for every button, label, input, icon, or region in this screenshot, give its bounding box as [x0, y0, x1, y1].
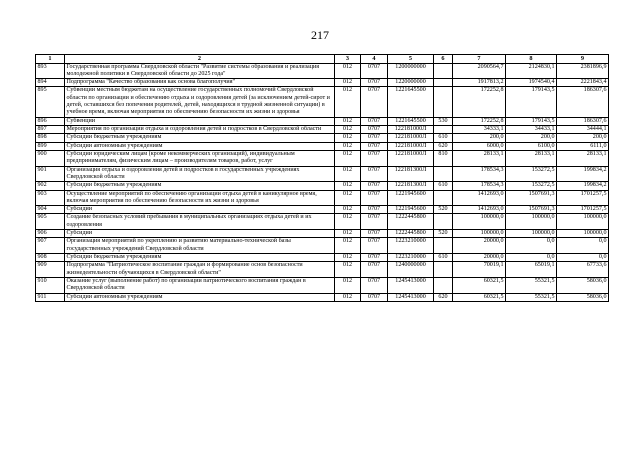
- column-header: 9: [557, 55, 609, 64]
- item-name: Оказание услуг (выполнение работ) по организации патриотического воспитания граждан в Свердловской области: [65, 277, 335, 293]
- table-row: [36, 214, 609, 230]
- amount-year-2: 6100,0: [506, 142, 557, 150]
- row-number: 903: [36, 190, 65, 206]
- amount-year-1: 100000,0: [453, 230, 506, 238]
- table-header-row: [36, 55, 609, 64]
- amount-year-1: 1412693,0: [453, 206, 506, 214]
- amount-year-3: 58036,0: [557, 277, 609, 293]
- table-row: [36, 238, 609, 254]
- table-body: [36, 63, 609, 301]
- amount-year-3: 2381896,9: [557, 63, 609, 79]
- amount-year-2: 1507691,3: [506, 190, 557, 206]
- page-number: 217: [311, 28, 329, 42]
- ministry-code: 012: [335, 150, 361, 166]
- item-name: Субсидии автономным учреждениям: [65, 142, 335, 150]
- expense-type-code: 620: [434, 142, 453, 150]
- expense-type-code: 610: [434, 254, 453, 262]
- column-header: 3: [335, 55, 361, 64]
- amount-year-3: 58036,0: [557, 293, 609, 301]
- amount-year-1: 2090564,7: [453, 63, 506, 79]
- section-code: 0707: [361, 134, 388, 142]
- expense-type-code: [434, 166, 453, 182]
- expense-type-code: 520: [434, 230, 453, 238]
- ministry-code: 012: [335, 277, 361, 293]
- section-code: 0707: [361, 117, 388, 125]
- table-row: [36, 134, 609, 142]
- amount-year-2: 0,0: [506, 238, 557, 254]
- amount-year-2: 100000,0: [506, 214, 557, 230]
- target-code: 122181000Л: [388, 134, 434, 142]
- table-row: [36, 230, 609, 238]
- amount-year-3: 100000,0: [557, 214, 609, 230]
- amount-year-3: 200,0: [557, 134, 609, 142]
- amount-year-2: 2124830,1: [506, 63, 557, 79]
- column-header: 2: [65, 55, 335, 64]
- target-code: 1221945600: [388, 206, 434, 214]
- row-number: 911: [36, 293, 65, 301]
- target-code: 1221945600: [388, 190, 434, 206]
- table-row: [36, 142, 609, 150]
- section-code: 0707: [361, 277, 388, 293]
- amount-year-3: 0,0: [557, 238, 609, 254]
- table-row: [36, 206, 609, 214]
- item-name: Субсидии автономным учреждениям: [65, 293, 335, 301]
- amount-year-3: 1701257,5: [557, 190, 609, 206]
- section-code: 0707: [361, 142, 388, 150]
- item-name: Субсидии бюджетным учреждениям: [65, 254, 335, 262]
- amount-year-1: 178534,3: [453, 166, 506, 182]
- column-header: 4: [361, 55, 388, 64]
- column-header: 7: [453, 55, 506, 64]
- amount-year-3: 1701257,5: [557, 206, 609, 214]
- target-code: 1220000000: [388, 79, 434, 87]
- amount-year-1: 1917813,2: [453, 79, 506, 87]
- section-code: 0707: [361, 182, 388, 190]
- item-name: Подпрограмма "Качество образования как основа благополучия": [65, 79, 335, 87]
- amount-year-2: 100000,0: [506, 230, 557, 238]
- expense-type-code: 620: [434, 293, 453, 301]
- table-row: [36, 262, 609, 278]
- section-code: 0707: [361, 87, 388, 117]
- item-name: Организация отдыха и оздоровления детей и подростков в государственных учреждениях Свердловской области: [65, 166, 335, 182]
- row-number: 909: [36, 262, 65, 278]
- amount-year-2: 55321,5: [506, 293, 557, 301]
- row-number: 905: [36, 214, 65, 230]
- amount-year-1: 28133,1: [453, 150, 506, 166]
- expense-type-code: 610: [434, 134, 453, 142]
- section-code: 0707: [361, 293, 388, 301]
- section-code: 0707: [361, 63, 388, 79]
- row-number: 899: [36, 142, 65, 150]
- item-name: Субвенции: [65, 117, 335, 125]
- item-name: Подпрограмма "Патриотическое воспитание граждан и формирование основ безопасности жизнедеятельности обучающихся в Свердловской области": [65, 262, 335, 278]
- ministry-code: 012: [335, 230, 361, 238]
- table-row: [36, 277, 609, 293]
- ministry-code: 012: [335, 182, 361, 190]
- item-name: Субвенции местным бюджетам на осуществление государственных полномочий Свердловской области по организации и обеспечению отдыха и оздоровления детей (за исключением детей-сирот и детей, оставшихся без попечения родителей, детей, находящихся в трудной жизненной ситуации) в учебное время, включая мероприятия по обеспечению безопасности их жизни и здоровья: [65, 87, 335, 117]
- target-code: 1223210000: [388, 238, 434, 254]
- section-code: 0707: [361, 262, 388, 278]
- amount-year-1: 60321,5: [453, 293, 506, 301]
- expense-type-code: [434, 63, 453, 79]
- expense-type-code: [434, 214, 453, 230]
- ministry-code: 012: [335, 142, 361, 150]
- item-name: Субсидии бюджетным учреждениям: [65, 134, 335, 142]
- table-row: [36, 87, 609, 117]
- row-number: 895: [36, 87, 65, 117]
- amount-year-1: 172252,8: [453, 87, 506, 117]
- amount-year-1: 34333,1: [453, 126, 506, 134]
- section-code: 0707: [361, 150, 388, 166]
- row-number: 904: [36, 206, 65, 214]
- row-number: 906: [36, 230, 65, 238]
- amount-year-2: 153272,5: [506, 166, 557, 182]
- table-row: [36, 190, 609, 206]
- amount-year-3: 6111,0: [557, 142, 609, 150]
- target-code: 1240000000: [388, 262, 434, 278]
- column-header: 8: [506, 55, 557, 64]
- row-number: 907: [36, 238, 65, 254]
- item-name: Субсидии: [65, 230, 335, 238]
- section-code: 0707: [361, 166, 388, 182]
- amount-year-2: 34433,1: [506, 126, 557, 134]
- section-code: 0707: [361, 254, 388, 262]
- table-row: [36, 182, 609, 190]
- target-code: 1200000000: [388, 63, 434, 79]
- expense-type-code: [434, 190, 453, 206]
- row-number: 900: [36, 150, 65, 166]
- table-row: [36, 79, 609, 87]
- item-name: Субсидии бюджетным учреждениям: [65, 182, 335, 190]
- ministry-code: 012: [335, 63, 361, 79]
- expense-type-code: [434, 277, 453, 293]
- amount-year-2: 65019,1: [506, 262, 557, 278]
- amount-year-1: 178534,3: [453, 182, 506, 190]
- amount-year-3: 67733,6: [557, 262, 609, 278]
- target-code: 1222445800: [388, 230, 434, 238]
- ministry-code: 012: [335, 190, 361, 206]
- column-header: 6: [434, 55, 453, 64]
- amount-year-2: 0,0: [506, 254, 557, 262]
- row-number: 902: [36, 182, 65, 190]
- table-row: [36, 166, 609, 182]
- ministry-code: 012: [335, 206, 361, 214]
- target-code: 1221645500: [388, 87, 434, 117]
- amount-year-2: 153272,5: [506, 182, 557, 190]
- amount-year-2: 28133,1: [506, 150, 557, 166]
- section-code: 0707: [361, 190, 388, 206]
- target-code: 1245413000: [388, 277, 434, 293]
- table-row: [36, 126, 609, 134]
- amount-year-2: 1507691,3: [506, 206, 557, 214]
- item-name: Создание безопасных условий пребывания в муниципальных организациях отдыха детей и их оздоровления: [65, 214, 335, 230]
- target-code: 122181000Л: [388, 126, 434, 134]
- item-name: Государственная программа Свердловской области "Развитие системы образования и реализация молодежной политики в Свердловской области до 2025 года": [65, 63, 335, 79]
- section-code: 0707: [361, 206, 388, 214]
- table-row: [36, 63, 609, 79]
- amount-year-3: 0,0: [557, 254, 609, 262]
- target-code: 122181300Л: [388, 182, 434, 190]
- ministry-code: 012: [335, 126, 361, 134]
- ministry-code: 012: [335, 238, 361, 254]
- amount-year-1: 20000,0: [453, 254, 506, 262]
- amount-year-1: 172252,8: [453, 117, 506, 125]
- section-code: 0707: [361, 126, 388, 134]
- section-code: 0707: [361, 79, 388, 87]
- amount-year-2: 179143,5: [506, 117, 557, 125]
- item-name: Организация мероприятий по укреплению и развитию материально-технической базы государственных учреждений Свердловской области: [65, 238, 335, 254]
- ministry-code: 012: [335, 166, 361, 182]
- target-code: 122181000Л: [388, 150, 434, 166]
- target-code: 122181300Л: [388, 166, 434, 182]
- row-number: 896: [36, 117, 65, 125]
- expense-type-code: 520: [434, 206, 453, 214]
- table-row: [36, 293, 609, 301]
- table-row: [36, 254, 609, 262]
- amount-year-2: 1974540,4: [506, 79, 557, 87]
- row-number: 897: [36, 126, 65, 134]
- expense-type-code: [434, 262, 453, 278]
- expense-type-code: [434, 238, 453, 254]
- amount-year-3: 34444,1: [557, 126, 609, 134]
- amount-year-3: 199834,2: [557, 182, 609, 190]
- ministry-code: 012: [335, 254, 361, 262]
- amount-year-1: 60321,5: [453, 277, 506, 293]
- ministry-code: 012: [335, 262, 361, 278]
- amount-year-3: 199834,2: [557, 166, 609, 182]
- item-name: Субсидии: [65, 206, 335, 214]
- ministry-code: 012: [335, 293, 361, 301]
- expense-type-code: 810: [434, 150, 453, 166]
- ministry-code: 012: [335, 134, 361, 142]
- amount-year-3: 100000,0: [557, 230, 609, 238]
- expense-type-code: 610: [434, 182, 453, 190]
- amount-year-2: 55321,5: [506, 277, 557, 293]
- target-code: 1245413000: [388, 293, 434, 301]
- row-number: 893: [36, 63, 65, 79]
- item-name: Осуществление мероприятий по обеспечению организации отдыха детей в каникулярное время, включая мероприятия по обеспечению безопасности их жизни и здоровья: [65, 190, 335, 206]
- budget-table: [35, 54, 609, 302]
- amount-year-3: 186307,6: [557, 87, 609, 117]
- table-row: [36, 117, 609, 125]
- amount-year-1: 1412693,0: [453, 190, 506, 206]
- row-number: 894: [36, 79, 65, 87]
- expense-type-code: 530: [434, 117, 453, 125]
- column-header: 1: [36, 55, 65, 64]
- target-code: 1222445800: [388, 214, 434, 230]
- amount-year-2: 200,0: [506, 134, 557, 142]
- amount-year-3: 186307,6: [557, 117, 609, 125]
- section-code: 0707: [361, 214, 388, 230]
- expense-type-code: [434, 126, 453, 134]
- row-number: 910: [36, 277, 65, 293]
- row-number: 898: [36, 134, 65, 142]
- amount-year-3: 28133,1: [557, 150, 609, 166]
- item-name: Мероприятия по организации отдыха и оздоровления детей и подростков в Свердловской области: [65, 126, 335, 134]
- amount-year-1: 70019,1: [453, 262, 506, 278]
- expense-type-code: [434, 79, 453, 87]
- target-code: 1221645500: [388, 117, 434, 125]
- ministry-code: 012: [335, 79, 361, 87]
- amount-year-3: 2221843,4: [557, 79, 609, 87]
- amount-year-1: 20000,0: [453, 238, 506, 254]
- amount-year-1: 100000,0: [453, 214, 506, 230]
- ministry-code: 012: [335, 87, 361, 117]
- amount-year-1: 200,0: [453, 134, 506, 142]
- column-header: 5: [388, 55, 434, 64]
- row-number: 908: [36, 254, 65, 262]
- ministry-code: 012: [335, 214, 361, 230]
- target-code: 1223210000: [388, 254, 434, 262]
- amount-year-1: 6000,0: [453, 142, 506, 150]
- amount-year-2: 179143,5: [506, 87, 557, 117]
- target-code: 122181000Л: [388, 142, 434, 150]
- ministry-code: 012: [335, 117, 361, 125]
- table-row: [36, 150, 609, 166]
- item-name: Субсидии юридическим лицам (кроме некоммерческих организаций), индивидуальным предпринимателям, физическим лицам – производителям товаров, работ, услуг: [65, 150, 335, 166]
- row-number: 901: [36, 166, 65, 182]
- section-code: 0707: [361, 230, 388, 238]
- expense-type-code: [434, 87, 453, 117]
- section-code: 0707: [361, 238, 388, 254]
